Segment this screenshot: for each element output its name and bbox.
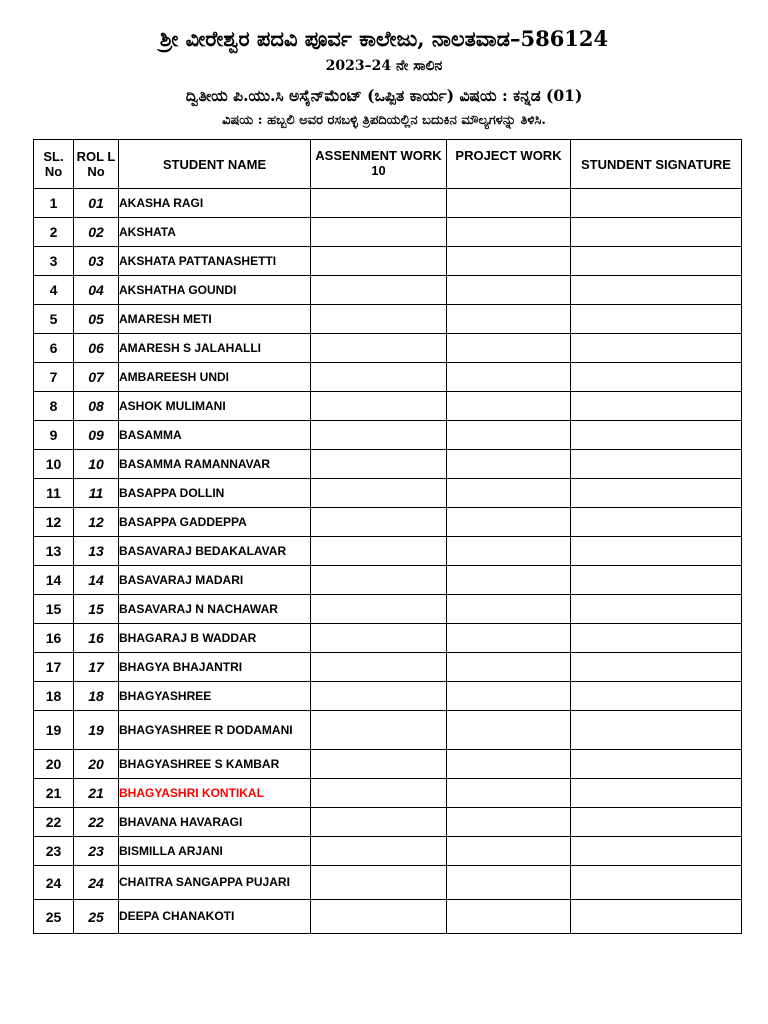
table-row [34,508,742,537]
student-signature-cell [571,653,742,682]
college-title: ಶ್ರೀ ವೀರೇಶ್ವರ ಪದವಿ ಪೂರ್ವ ಕಾಲೇಜು, ನಾಲತವಾಡ–586124 [159,26,609,51]
student-signature-cell [571,595,742,624]
sl-no-cell: 21 [34,779,74,808]
roll-no-cell: 20 [74,750,119,779]
student-signature-cell [571,900,742,934]
assignment-heading: ದ್ವಿತೀಯ ಪಿ.ಯು.ಸಿ ಅಸೈನ್‌ಮೆಂಟ್ (ಒಪ್ಪಿತ ಕಾರ್ಯ) ವಿಷಯ : ಕನ್ನಡ (01) [185,86,583,105]
sl-no-cell: 4 [34,276,74,305]
table-row [34,900,742,934]
col-header-assignment-work: ASSENMENT WORK 10 [311,140,447,189]
sl-no-cell: 10 [34,450,74,479]
assignment-work-cell [311,479,447,508]
table-row [34,218,742,247]
academic-year: 2023–24 ನೇ ಸಾಲಿನ [325,58,443,74]
student-name-cell: DEEPA CHANAKOTI [119,900,311,934]
roll-no-cell: 01 [74,189,119,218]
student-name-cell: AKSHATHA GOUNDI [119,276,311,305]
student-name-cell: BHAVANA HAVARAGI [119,808,311,837]
roll-no-cell: 15 [74,595,119,624]
sl-no-cell: 7 [34,363,74,392]
assignment-work-cell [311,779,447,808]
assignment-work-cell [311,218,447,247]
project-work-cell [447,866,571,900]
assignment-work-cell [311,866,447,900]
roll-no-cell: 09 [74,421,119,450]
student-name-cell: BASAVARAJ BEDAKALAVAR [119,537,311,566]
student-name-cell: BHAGARAJ B WADDAR [119,624,311,653]
table-row [34,711,742,750]
student-signature-cell [571,479,742,508]
sl-no-cell: 17 [34,653,74,682]
roll-no-cell: 07 [74,363,119,392]
assignment-work-cell [311,363,447,392]
student-signature-cell [571,450,742,479]
table-row [34,682,742,711]
table-row [34,363,742,392]
student-name-cell: AKSHATA PATTANASHETTI [119,247,311,276]
project-work-cell [447,779,571,808]
student-name-cell: BHAGYASHREE [119,682,311,711]
roll-no-cell: 10 [74,450,119,479]
student-signature-cell [571,305,742,334]
table-row [34,866,742,900]
project-work-cell [447,479,571,508]
project-work-cell [447,276,571,305]
student-signature-cell [571,779,742,808]
project-work-cell [447,682,571,711]
project-work-cell [447,392,571,421]
sl-no-cell: 2 [34,218,74,247]
project-work-cell [447,653,571,682]
project-work-cell [447,218,571,247]
sl-no-cell: 14 [34,566,74,595]
table-row [34,189,742,218]
sl-no-cell: 12 [34,508,74,537]
project-work-cell [447,305,571,334]
student-signature-cell [571,566,742,595]
roll-no-cell: 11 [74,479,119,508]
sl-no-cell: 1 [34,189,74,218]
student-signature-cell [571,392,742,421]
student-signature-cell [571,750,742,779]
assignment-work-cell [311,711,447,750]
sl-no-cell: 25 [34,900,74,934]
sl-no-cell: 13 [34,537,74,566]
table-row [34,566,742,595]
project-work-cell [447,750,571,779]
sl-no-cell: 23 [34,837,74,866]
roll-no-cell: 23 [74,837,119,866]
student-signature-cell [571,334,742,363]
assignment-work-cell [311,750,447,779]
table-row [34,450,742,479]
table-row [34,808,742,837]
student-signature-cell [571,189,742,218]
roll-no-cell: 03 [74,247,119,276]
table-row [34,305,742,334]
table-row [34,392,742,421]
student-name-cell: BHAGYASHRI KONTIKAL [119,779,311,808]
student-signature-cell [571,508,742,537]
sl-no-cell: 5 [34,305,74,334]
sl-no-cell: 3 [34,247,74,276]
roll-no-cell: 22 [74,808,119,837]
sl-no-cell: 8 [34,392,74,421]
table-row [34,653,742,682]
assignment-work-cell [311,537,447,566]
assignment-work-cell [311,653,447,682]
student-name-cell: BHAGYA BHAJANTRI [119,653,311,682]
col-header-project-work: PROJECT WORK [447,140,571,189]
project-work-cell [447,711,571,750]
table-row [34,334,742,363]
assignment-work-cell [311,305,447,334]
sl-no-cell: 15 [34,595,74,624]
roll-no-cell: 04 [74,276,119,305]
sl-no-cell: 24 [34,866,74,900]
student-name-cell: BASAVARAJ N NACHAWAR [119,595,311,624]
project-work-cell [447,247,571,276]
col-header-student-signature: STUNDENT SIGNATURE [571,140,742,189]
roll-no-cell: 12 [74,508,119,537]
project-work-cell [447,334,571,363]
student-signature-cell [571,866,742,900]
student-name-cell: AMBAREESH UNDI [119,363,311,392]
roll-no-cell: 19 [74,711,119,750]
assignment-work-cell [311,566,447,595]
student-roster-table [33,139,742,934]
sl-no-cell: 16 [34,624,74,653]
table-row [34,595,742,624]
student-signature-cell [571,218,742,247]
student-signature-cell [571,247,742,276]
assignment-work-cell [311,900,447,934]
roll-no-cell: 25 [74,900,119,934]
roll-no-cell: 05 [74,305,119,334]
student-signature-cell [571,276,742,305]
student-signature-cell [571,808,742,837]
project-work-cell [447,595,571,624]
roll-no-cell: 14 [74,566,119,595]
project-work-cell [447,508,571,537]
project-work-cell [447,808,571,837]
col-header-sl-no: SL. No [34,140,74,189]
roster-body [34,189,742,934]
roll-no-cell: 08 [74,392,119,421]
table-row [34,750,742,779]
sl-no-cell: 18 [34,682,74,711]
student-signature-cell [571,682,742,711]
student-signature-cell [571,363,742,392]
student-signature-cell [571,421,742,450]
roll-no-cell: 02 [74,218,119,247]
table-row [34,247,742,276]
student-name-cell: BISMILLA ARJANI [119,837,311,866]
assignment-work-cell [311,808,447,837]
table-row [34,537,742,566]
roll-no-cell: 13 [74,537,119,566]
assignment-topic: ವಿಷಯ : ಹಬ್ಬಲಿ ಅವರ ರಸಬಳ್ಳಿ ತ್ರಿಪದಿಯಲ್ಲಿನ ಬದುಕಿನ ಮೌಲ್ಯಗಳನ್ನು ತಿಳಿಸಿ. [222,113,546,128]
assignment-work-cell [311,624,447,653]
table-row [34,837,742,866]
assignment-work-cell [311,421,447,450]
assignment-work-cell [311,682,447,711]
project-work-cell [447,450,571,479]
project-work-cell [447,837,571,866]
project-work-cell [447,189,571,218]
sl-no-cell: 19 [34,711,74,750]
roll-no-cell: 18 [74,682,119,711]
student-signature-cell [571,624,742,653]
assignment-work-cell [311,334,447,363]
assignment-work-cell [311,392,447,421]
project-work-cell [447,624,571,653]
student-signature-cell [571,837,742,866]
table-row [34,276,742,305]
assignment-work-cell [311,276,447,305]
student-name-cell: AKASHA RAGI [119,189,311,218]
student-name-cell: BASAMMA RAMANNAVAR [119,450,311,479]
student-name-cell: ASHOK MULIMANI [119,392,311,421]
sl-no-cell: 20 [34,750,74,779]
roll-no-cell: 06 [74,334,119,363]
assignment-work-cell [311,247,447,276]
table-header-row [34,140,742,189]
col-header-student-name: STUDENT NAME [119,140,311,189]
student-name-cell: AMARESH METI [119,305,311,334]
project-work-cell [447,421,571,450]
sl-no-cell: 9 [34,421,74,450]
table-row [34,479,742,508]
roll-no-cell: 16 [74,624,119,653]
student-name-cell: BASAVARAJ MADARI [119,566,311,595]
assignment-work-cell [311,837,447,866]
table-row [34,779,742,808]
roll-no-cell: 17 [74,653,119,682]
assignment-work-cell [311,508,447,537]
student-name-cell: BHAGYASHREE S KAMBAR [119,750,311,779]
table-row [34,624,742,653]
project-work-cell [447,566,571,595]
assignment-work-cell [311,450,447,479]
sl-no-cell: 6 [34,334,74,363]
assignment-work-cell [311,189,447,218]
project-work-cell [447,900,571,934]
student-name-cell: BASAPPA DOLLIN [119,479,311,508]
student-signature-cell [571,711,742,750]
project-work-cell [447,537,571,566]
student-signature-cell [571,537,742,566]
sl-no-cell: 22 [34,808,74,837]
project-work-cell [447,363,571,392]
student-name-cell: CHAITRA SANGAPPA PUJARI [119,866,311,900]
assignment-work-cell [311,595,447,624]
student-name-cell: AKSHATA [119,218,311,247]
student-name-cell: BASAPPA GADDEPPA [119,508,311,537]
roll-no-cell: 21 [74,779,119,808]
student-name-cell: BASAMMA [119,421,311,450]
student-name-cell: BHAGYASHREE R DODAMANI [119,711,311,750]
sl-no-cell: 11 [34,479,74,508]
col-header-roll-no: ROL L No [74,140,119,189]
student-name-cell: AMARESH S JALAHALLI [119,334,311,363]
roll-no-cell: 24 [74,866,119,900]
table-row [34,421,742,450]
